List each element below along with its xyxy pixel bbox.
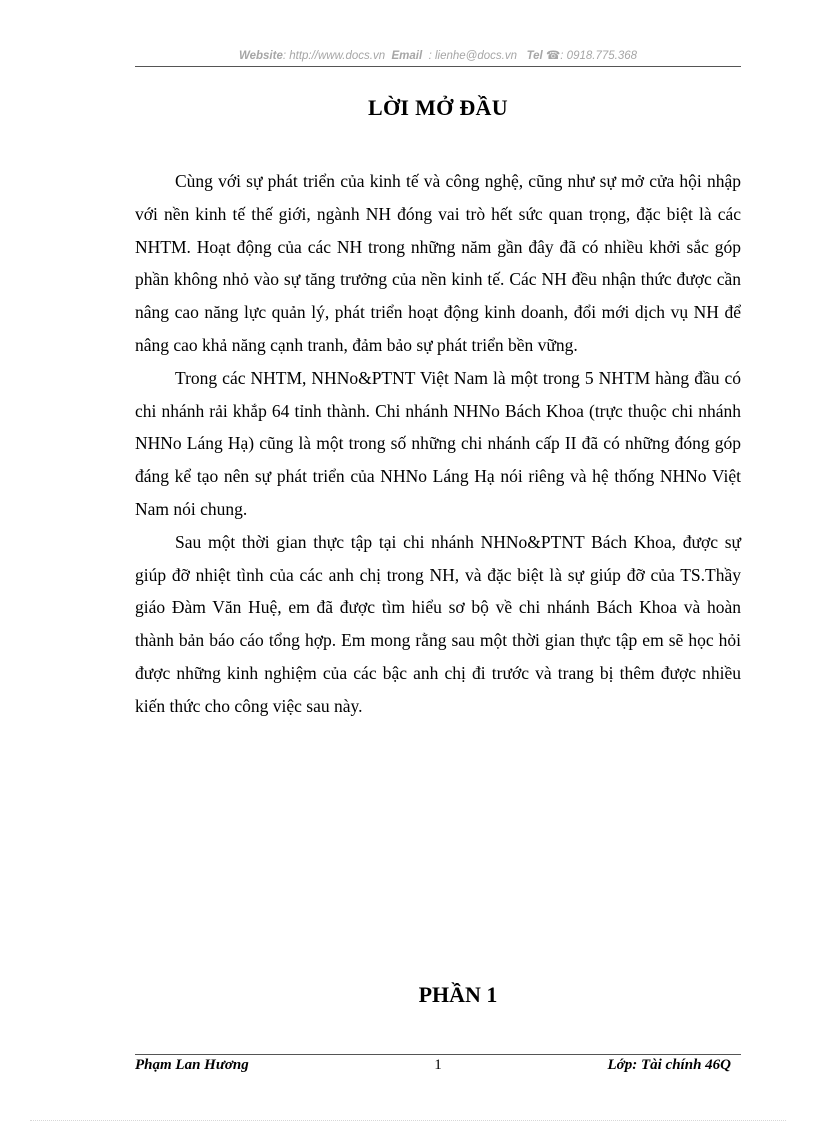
section-title: PHẦN 1 bbox=[418, 982, 498, 1007]
paragraph: Cùng với sự phát triển của kinh tế và công nghệ, cũng như sự mở cửa hội nhập với nền kinh tế thế giới, ngành NH đóng vai trò hết sức quan trọng, đặc biệt là các NHTM. Hoạt động của các NH trong những năm gần đây đã có nhiều khởi sắc góp phần không nhỏ vào sự tăng trưởng của nền kinh tế. Các NH đều nhận thức được cần nâng cao năng lực quản lý, phát triển hoạt động kinh doanh, đổi mới dịch vụ NH để nâng cao khả năng cạnh tranh, đảm bảo sự phát triển bền vững. bbox=[135, 171, 741, 355]
footer-author: Phạm Lan Hương bbox=[135, 1057, 249, 1073]
header-email-value: : lienhe@docs.vn bbox=[428, 50, 517, 62]
header-website-label: Website bbox=[238, 50, 283, 62]
page-bottom-border bbox=[30, 1120, 786, 1121]
page-header bbox=[135, 48, 741, 62]
page-number: 1 bbox=[434, 1057, 442, 1073]
header-tel-value: : 0918.775.368 bbox=[560, 50, 638, 62]
page-footer bbox=[135, 1057, 741, 1079]
phone-icon: ☎ bbox=[545, 50, 561, 62]
body-text bbox=[135, 165, 741, 723]
page-title: LỜI MỞ ĐẦU bbox=[368, 95, 508, 120]
header-tel-label: Tel bbox=[526, 50, 543, 62]
header-website-value: : http://www.docs.vn bbox=[282, 50, 386, 62]
footer-divider bbox=[135, 1054, 741, 1055]
paragraph: Trong các NHTM, NHNo&PTNT Việt Nam là một trong 5 NHTM hàng đầu có chi nhánh rải khắp 64 tỉnh thành. Chi nhánh NHNo Bách Khoa (trực thuộc chi nhánh NHNo Láng Hạ) cũng là một trong số những chi nhánh cấp II đã có những đóng góp đáng kể tạo nên sự phát triển của NHNo Láng Hạ nói riêng và hệ thống NHNo Việt Nam nói chung. bbox=[135, 367, 741, 519]
footer-class: Lớp: Tài chính 46Q bbox=[607, 1057, 731, 1073]
header-divider bbox=[135, 66, 741, 67]
header-email-label: Email bbox=[391, 50, 423, 62]
paragraph: Sau một thời gian thực tập tại chi nhánh NHNo&PTNT Bách Khoa, được sự giúp đỡ nhiệt tình của các anh chị trong NH, và đặc biệt là sự giúp đỡ của TS.Thầy giáo Đàm Văn Huệ, em đã được tìm hiểu sơ bộ về chi nhánh Bách Khoa và hoàn thành bản báo cáo tổng hợp. Em mong rằng sau một thời gian thực tập em sẽ học hỏi được những kinh nghiệm của các bậc anh chị đi trước và trang bị thêm được nhiều kiến thức cho công việc sau này. bbox=[135, 531, 741, 716]
